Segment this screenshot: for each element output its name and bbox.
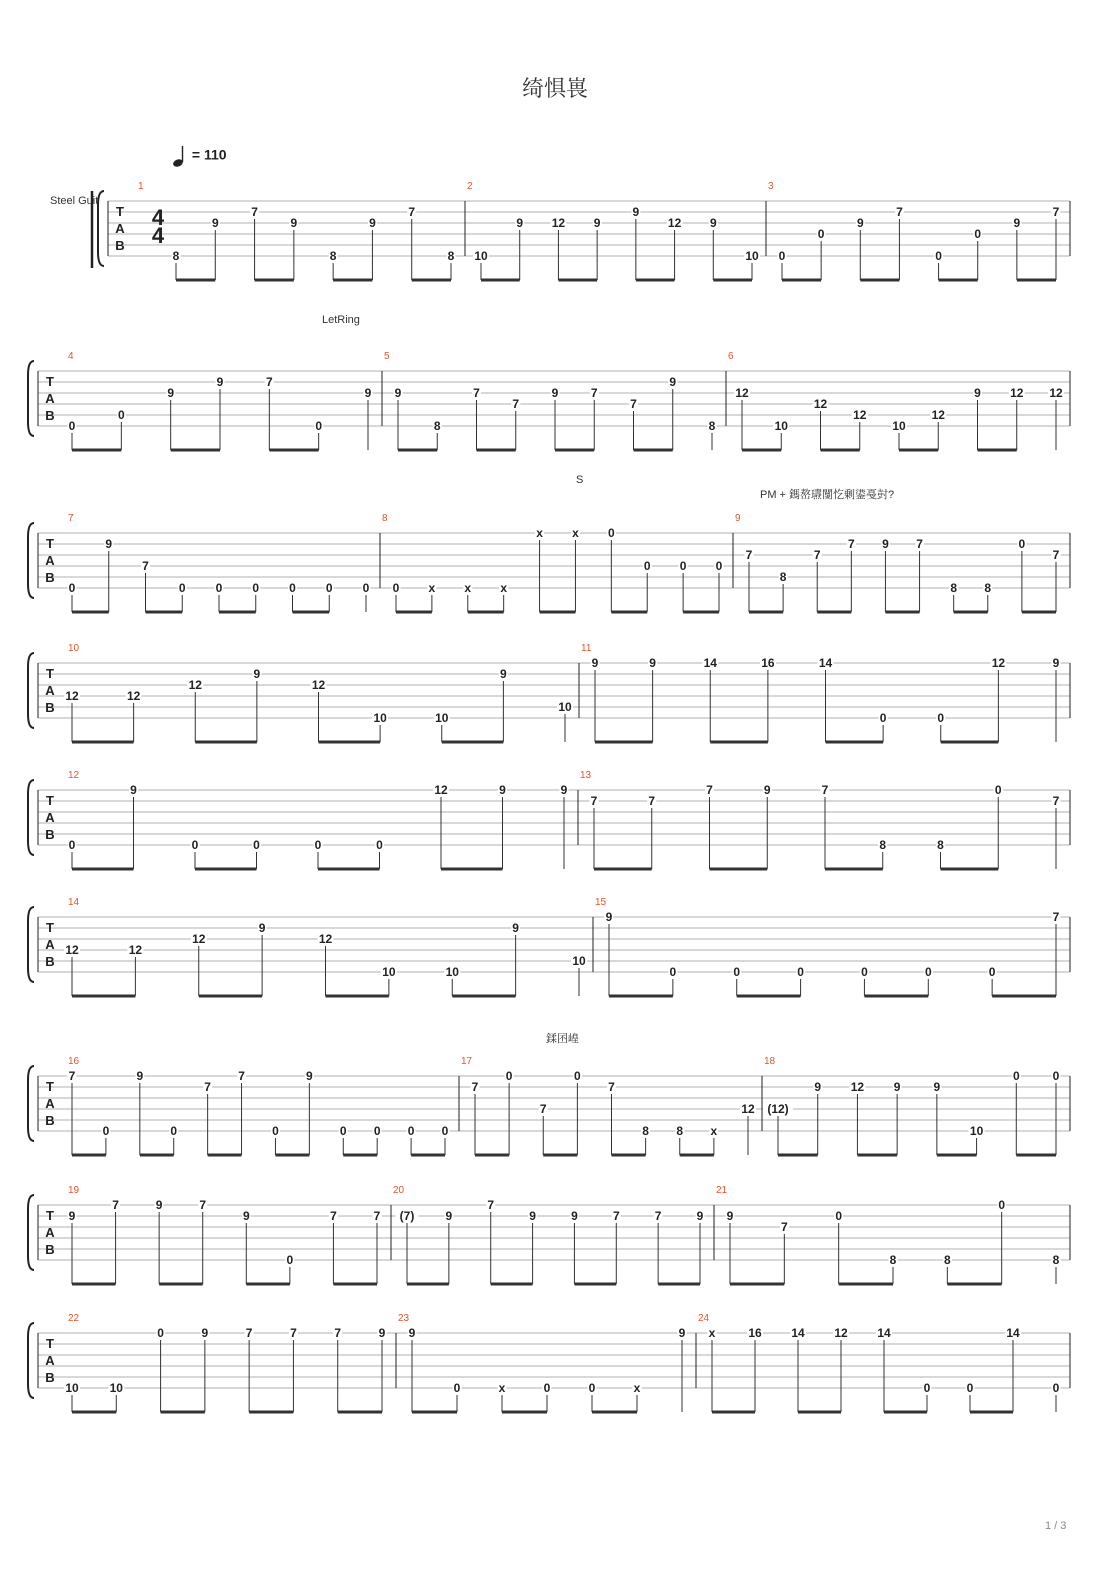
fret-number: 8: [937, 838, 944, 852]
fret-number: 9: [512, 921, 519, 935]
fret-number: 9: [814, 1080, 822, 1094]
instrument-label: Steel Guit: [50, 195, 99, 207]
tab-clef-letter: B: [45, 408, 55, 423]
tab-clef-letter: A: [45, 1096, 55, 1111]
fret-number: 8: [433, 419, 441, 433]
tab-clef-letter: A: [45, 810, 55, 825]
fret-number: 9: [130, 783, 137, 797]
fret-number: 0: [253, 838, 260, 852]
fret-number: 0: [998, 1198, 1006, 1212]
measure-number: 15: [595, 897, 607, 908]
fret-number: 12: [813, 397, 828, 411]
measure-number: 12: [68, 770, 80, 781]
fret-number: 9: [560, 783, 568, 797]
tab-clef-letter: B: [45, 700, 55, 715]
tab-clef-letter: T: [46, 1079, 54, 1094]
fret-number: 7: [112, 1198, 119, 1212]
fret-number: 9: [516, 216, 524, 230]
fret-number: 9: [1013, 216, 1021, 230]
section-s-annotation: S: [576, 474, 584, 486]
fret-number: 0: [252, 581, 260, 595]
measure-number: 7: [68, 513, 74, 524]
fret-number: 0: [861, 965, 868, 979]
fret-number: 0: [314, 838, 322, 852]
page-number: 1 / 3: [1045, 1520, 1067, 1532]
fret-number: 9: [394, 386, 402, 400]
fret-number: 10: [572, 954, 586, 968]
fret-number: 0: [376, 838, 383, 852]
fret-number: 0: [215, 581, 223, 595]
fret-number: 16: [761, 656, 775, 670]
fret-number: 8: [779, 570, 787, 584]
fret-number: 10: [373, 711, 387, 725]
fret-number: 14: [877, 1326, 891, 1340]
fret-number: 7: [238, 1069, 245, 1083]
fret-number: 12: [188, 678, 202, 692]
measure-number: 9: [735, 513, 741, 524]
measure-number: 10: [68, 643, 80, 654]
fret-number: x: [710, 1124, 718, 1138]
fret-number: 9: [167, 386, 175, 400]
measure-number: 16: [68, 1056, 80, 1067]
fret-number: 0: [937, 711, 945, 725]
fret-number: 9: [378, 1326, 386, 1340]
fret-number: x: [572, 526, 579, 540]
fret-number: 0: [879, 711, 887, 725]
fret-number: 9: [369, 216, 376, 230]
fret-number: 9: [632, 205, 640, 219]
fret-number: 8: [329, 249, 337, 263]
measure-number: 2: [467, 181, 473, 192]
system-bracket: [28, 361, 34, 436]
system-bracket: [28, 780, 34, 855]
fret-number: 9: [211, 216, 219, 230]
fret-number: 7: [1052, 548, 1060, 562]
fret-number: 7: [265, 375, 273, 389]
tab-clef-letter: A: [45, 937, 55, 952]
fret-number: 7: [630, 397, 637, 411]
tab-clef-letter: A: [45, 683, 55, 698]
fret-number: 0: [453, 1381, 461, 1395]
fret-number: 7: [251, 205, 258, 219]
time-signature-digit: 4: [151, 223, 165, 248]
fret-number: 9: [709, 216, 717, 230]
fret-number: 7: [745, 548, 753, 562]
fret-number: 7: [487, 1198, 495, 1212]
fret-number: 12: [551, 216, 566, 230]
tab-clef-letter: A: [115, 221, 125, 236]
fret-number: 9: [696, 1209, 704, 1223]
fret-number: 8: [984, 581, 992, 595]
fret-number: 10: [969, 1124, 984, 1138]
fret-number: x: [464, 581, 472, 595]
fret-number: 12: [741, 1102, 755, 1116]
fret-number: x: [498, 1381, 506, 1395]
fret-number: 12: [126, 689, 141, 703]
fret-number: 12: [667, 216, 682, 230]
fret-number: 9: [258, 921, 266, 935]
fret-number: 9: [68, 1209, 76, 1223]
fret-number: 9: [882, 537, 889, 551]
fret-number: (12): [767, 1102, 789, 1116]
fret-number: 7: [706, 783, 713, 797]
fret-number: 0: [574, 1069, 581, 1083]
fret-number: 14: [791, 1326, 805, 1340]
fret-number: 12: [311, 678, 326, 692]
tab-clef-letter: A: [45, 1353, 55, 1368]
fret-number: 0: [1052, 1381, 1060, 1395]
fret-number: 10: [558, 700, 572, 714]
fret-number: 7: [471, 1080, 479, 1094]
tab-clef-letter: T: [46, 1208, 54, 1223]
fret-number: 9: [253, 667, 261, 681]
fret-number: 9: [445, 1209, 453, 1223]
tab-clef-letter: T: [46, 666, 54, 681]
tab-clef-letter: T: [116, 204, 124, 219]
fret-number: 7: [590, 386, 598, 400]
fret-number: 9: [242, 1209, 250, 1223]
fret-number: 7: [1052, 910, 1060, 924]
fret-number: 0: [797, 965, 804, 979]
fret-number: 7: [373, 1209, 381, 1223]
fret-number: 14: [703, 656, 717, 670]
fret-number: 8: [950, 581, 958, 595]
fret-number: 7: [245, 1326, 253, 1340]
fret-number: 0: [170, 1124, 178, 1138]
fret-number: 0: [988, 965, 996, 979]
fret-number: 10: [774, 419, 788, 433]
fret-number: 12: [128, 943, 143, 957]
fret-number: 12: [192, 932, 206, 946]
tab-clef-letter: T: [46, 793, 54, 808]
fret-number: 7: [590, 794, 598, 808]
fret-number: 0: [994, 783, 1002, 797]
fret-number: 12: [318, 932, 333, 946]
time-signature-digit: 4: [151, 205, 165, 230]
fret-number: 0: [1052, 1069, 1060, 1083]
tab-clef-letter: B: [45, 827, 55, 842]
let-ring-annotation: LetRing: [322, 314, 360, 326]
fret-number: 9: [499, 783, 506, 797]
fret-number: 7: [896, 205, 903, 219]
system-bracket: [28, 1066, 34, 1141]
fret-number: 0: [68, 419, 76, 433]
system-bracket: [28, 1195, 34, 1270]
fret-number: 0: [289, 581, 296, 595]
song-title: 绮惧嵔: [521, 77, 588, 102]
fret-number: 0: [543, 1381, 551, 1395]
fret-number: 8: [447, 249, 455, 263]
fret-number: 10: [474, 249, 488, 263]
fret-number: 9: [593, 216, 601, 230]
system-bracket: [28, 653, 34, 728]
fret-number: 0: [117, 408, 125, 422]
measure-number: 1: [138, 181, 144, 192]
fret-number: 12: [850, 1080, 865, 1094]
fret-number: 10: [65, 1381, 79, 1395]
fret-number: 7: [1052, 794, 1060, 808]
fret-number: 0: [974, 227, 982, 241]
fret-number: 9: [408, 1326, 416, 1340]
fret-number: 10: [109, 1381, 123, 1395]
fret-number: 7: [473, 386, 480, 400]
tab-clef-letter: A: [45, 1225, 55, 1240]
fret-number: 0: [68, 581, 76, 595]
fret-number: 7: [821, 783, 829, 797]
fret-number: 10: [892, 419, 906, 433]
tab-clef-letter: T: [46, 536, 54, 551]
fret-number: 9: [678, 1326, 686, 1340]
fret-number: 9: [105, 537, 113, 551]
measure-number: 8: [382, 513, 388, 524]
system-bracket: [98, 191, 104, 266]
palm-mute-annotation: PM + 鎷嶅瓙闅忔剰鍙戞尌?: [760, 489, 895, 501]
fret-number: 12: [65, 689, 79, 703]
fret-number: 12: [991, 656, 1006, 670]
system-bracket: [28, 1323, 34, 1398]
measure-number: 13: [580, 770, 592, 781]
fret-number: 9: [649, 656, 656, 670]
system-bracket: [28, 907, 34, 982]
fret-number: (7): [399, 1209, 415, 1223]
fret-number: 9: [893, 1080, 901, 1094]
fret-number: 7: [199, 1198, 207, 1212]
tab-clef-letter: A: [45, 553, 55, 568]
fret-number: 0: [935, 249, 942, 263]
fret-number: 9: [201, 1326, 209, 1340]
fret-number: 0: [923, 1381, 931, 1395]
measure-number: 14: [68, 897, 80, 908]
fret-number: 0: [679, 559, 687, 573]
fret-number: x: [536, 526, 543, 540]
measure-number: 18: [764, 1056, 776, 1067]
fret-number: 8: [879, 838, 887, 852]
fret-number: 8: [943, 1253, 951, 1267]
fret-number: 0: [778, 249, 786, 263]
fret-number: 0: [669, 965, 677, 979]
fret-number: 0: [643, 559, 651, 573]
fret-number: 0: [392, 581, 400, 595]
fret-number: 14: [818, 656, 833, 670]
fret-number: 8: [1052, 1253, 1060, 1267]
tab-clef-letter: T: [46, 920, 54, 935]
fret-number: 0: [1012, 1069, 1020, 1083]
fret-number: 7: [204, 1080, 211, 1094]
fret-number: 7: [648, 794, 656, 808]
fret-number: x: [428, 581, 436, 595]
fret-number: 10: [745, 249, 759, 263]
fret-number: 0: [315, 419, 323, 433]
fret-number: 0: [817, 227, 825, 241]
tab-clef-letter: B: [45, 954, 55, 969]
fret-number: 9: [591, 656, 599, 670]
fret-number: 7: [512, 397, 520, 411]
fret-number: 0: [178, 581, 186, 595]
fret-number: 10: [382, 965, 396, 979]
fret-number: 0: [272, 1124, 279, 1138]
fret-number: x: [500, 581, 508, 595]
fret-number: x: [708, 1326, 716, 1340]
measure-number: 17: [461, 1056, 473, 1067]
fret-number: 0: [102, 1124, 110, 1138]
measure-number: 3: [768, 181, 774, 192]
fret-number: 9: [1052, 656, 1060, 670]
fret-number: 0: [1018, 537, 1026, 551]
fret-number: 8: [676, 1124, 684, 1138]
fret-number: 0: [191, 838, 199, 852]
fret-number: 9: [364, 386, 372, 400]
fret-number: 9: [933, 1080, 941, 1094]
fret-number: 0: [407, 1124, 415, 1138]
fret-number: 7: [654, 1209, 662, 1223]
fret-number: 14: [1006, 1326, 1020, 1340]
fret-number: 10: [435, 711, 449, 725]
fret-number: 7: [916, 537, 923, 551]
fret-number: 7: [290, 1326, 297, 1340]
fret-number: 7: [68, 1069, 76, 1083]
measure-number: 19: [68, 1185, 80, 1196]
fret-number: 0: [733, 965, 741, 979]
tab-clef-letter: B: [45, 1242, 55, 1257]
fret-number: 0: [441, 1124, 449, 1138]
fret-number: 0: [68, 838, 76, 852]
fret-number: 12: [853, 408, 867, 422]
fret-number: 7: [813, 548, 821, 562]
fret-number: 10: [445, 965, 459, 979]
fret-number: x: [633, 1381, 641, 1395]
fret-number: 9: [856, 216, 864, 230]
fret-number: 7: [780, 1220, 788, 1234]
fret-number: 9: [216, 375, 224, 389]
fret-number: 12: [1010, 386, 1024, 400]
fret-number: 7: [847, 537, 855, 551]
fret-number: 0: [715, 559, 723, 573]
fret-number: 8: [889, 1253, 897, 1267]
measure-number: 5: [384, 351, 390, 362]
fret-number: 0: [924, 965, 932, 979]
fret-number: 12: [65, 943, 79, 957]
fret-number: 12: [735, 386, 749, 400]
fret-number: 0: [157, 1326, 164, 1340]
fret-number: 0: [362, 581, 370, 595]
fret-number: 8: [708, 419, 716, 433]
fret-number: 9: [136, 1069, 144, 1083]
fret-number: 9: [669, 375, 677, 389]
fret-number: 12: [434, 783, 448, 797]
fret-number: 0: [325, 581, 333, 595]
measure-number: 4: [68, 351, 74, 362]
measure-number: 11: [581, 643, 592, 654]
tab-clef-letter: T: [46, 374, 54, 389]
section-annotation: 鍒囨崲: [546, 1033, 579, 1045]
fret-number: 9: [974, 386, 981, 400]
measure-number: 22: [68, 1313, 80, 1324]
fret-number: 7: [608, 1080, 615, 1094]
system-bracket: [28, 523, 34, 598]
tempo-value: = 110: [191, 146, 227, 163]
fret-number: 0: [835, 1209, 843, 1223]
fret-number: 12: [931, 408, 945, 422]
fret-number: 7: [539, 1102, 547, 1116]
tab-clef-letter: A: [45, 391, 55, 406]
fret-number: 8: [642, 1124, 649, 1138]
fret-number: 0: [373, 1124, 381, 1138]
fret-number: 7: [330, 1209, 337, 1223]
tab-clef-letter: B: [45, 570, 55, 585]
fret-number: 9: [529, 1209, 536, 1223]
tab-clef-letter: B: [115, 238, 125, 253]
fret-number: 0: [339, 1124, 347, 1138]
fret-number: 7: [1052, 205, 1060, 219]
fret-number: 12: [1049, 386, 1063, 400]
fret-number: 0: [966, 1381, 974, 1395]
fret-number: 0: [588, 1381, 596, 1395]
fret-number: 12: [834, 1326, 848, 1340]
measure-number: 6: [728, 351, 734, 362]
fret-number: 9: [726, 1209, 734, 1223]
fret-number: 7: [408, 205, 416, 219]
measure-number: 20: [393, 1185, 405, 1196]
fret-number: 0: [505, 1069, 513, 1083]
fret-number: 9: [551, 386, 559, 400]
fret-number: 9: [571, 1209, 578, 1223]
fret-number: 9: [155, 1198, 163, 1212]
fret-number: 9: [500, 667, 507, 681]
fret-number: 9: [306, 1069, 313, 1083]
tab-clef-letter: B: [45, 1370, 55, 1385]
fret-number: 8: [172, 249, 180, 263]
fret-number: 9: [605, 910, 613, 924]
measure-number: 21: [716, 1185, 728, 1196]
tab-clef-letter: B: [45, 1113, 55, 1128]
measure-number: 23: [398, 1313, 410, 1324]
fret-number: 0: [607, 526, 615, 540]
fret-number: 7: [334, 1326, 342, 1340]
fret-number: 7: [612, 1209, 620, 1223]
measure-number: 24: [698, 1313, 710, 1324]
fret-number: 9: [763, 783, 771, 797]
fret-number: 9: [290, 216, 298, 230]
fret-number: 0: [286, 1253, 294, 1267]
fret-number: 16: [748, 1326, 762, 1340]
tab-clef-letter: T: [46, 1336, 54, 1351]
fret-number: 7: [142, 559, 149, 573]
